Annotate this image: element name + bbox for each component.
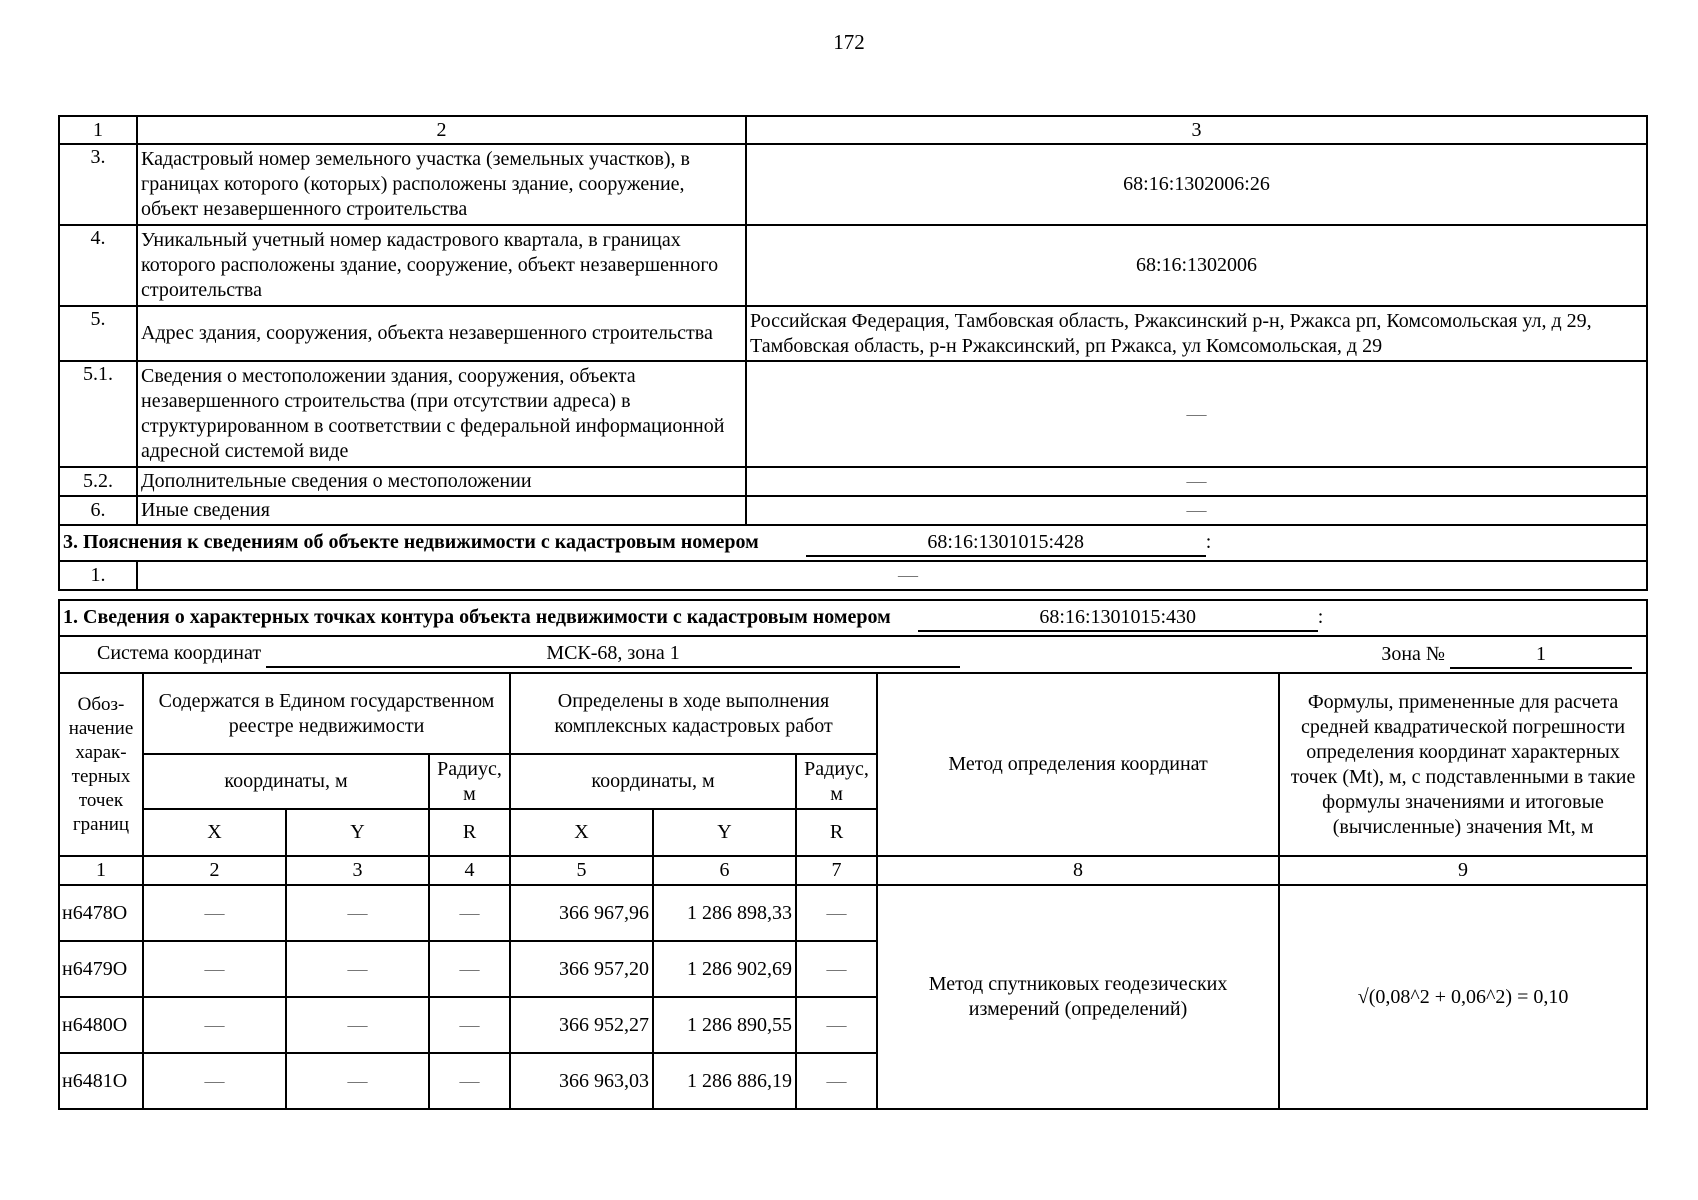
point-x: 366 957,20 [510, 941, 653, 997]
row-label: Сведения о местоположении здания, сооружения, объекта незавершенного строительства (при отсутствии адреса) в структурированном в соответствии с федеральной информационной адресной системой виде [137, 361, 746, 467]
colon: : [1205, 530, 1212, 553]
table-row [59, 496, 1647, 525]
explanations-title-row [59, 525, 1647, 561]
row-number: 5.2. [59, 467, 137, 496]
egrn-y: — [286, 1053, 429, 1109]
table-row [59, 144, 1647, 225]
column-number: 5 [510, 856, 653, 885]
egrn-coords-header: координаты, м [143, 754, 429, 809]
egrn-r: — [429, 1053, 510, 1109]
point-r: — [796, 885, 877, 941]
column-number: 7 [796, 856, 877, 885]
column-number: 9 [1279, 856, 1647, 885]
egrn-r-header: R [429, 809, 510, 856]
point-y: 1 286 890,55 [653, 997, 796, 1053]
row-number: 4. [59, 225, 137, 306]
colon: : [1317, 605, 1324, 628]
column-number: 4 [429, 856, 510, 885]
determined-header: Определены в ходе выполнения комплексных кадастровых работ [510, 673, 877, 754]
object-info-table [58, 115, 1648, 591]
row-value: — [746, 467, 1647, 496]
explanations-cadastral-number: 68:16:1301015:428 [806, 530, 1206, 557]
egrn-r: — [429, 941, 510, 997]
determined-r-header: R [796, 809, 877, 856]
points-title-cell [59, 600, 1647, 636]
row-label: Иные сведения [137, 496, 746, 525]
point-r: — [796, 941, 877, 997]
row-number: 3. [59, 144, 137, 225]
zone-value: 1 [1450, 642, 1632, 669]
point-id: н6481О [59, 1053, 143, 1109]
determined-radius-header: Радиус, м [796, 754, 877, 809]
row-label: Уникальный учетный номер кадастрового квартала, в границах которого расположены здание, сооружение, объект незавершенного строительства [137, 225, 746, 306]
method-value: Метод спутниковых геодезических измерений (определений) [877, 885, 1279, 1109]
egrn-x: — [143, 941, 286, 997]
points-title: 1. Сведения о характерных точках контура объекта недвижимости с кадастровым номером [63, 605, 891, 628]
egrn-y: — [286, 997, 429, 1053]
point-id: н6478О [59, 885, 143, 941]
egrn-y: — [286, 941, 429, 997]
egrn-y: — [286, 885, 429, 941]
column-number: 2 [143, 856, 286, 885]
designation-header: Обоз-начение харак-терных точек границ [59, 673, 143, 856]
explanations-title-cell [59, 525, 1647, 561]
point-y: 1 286 898,33 [653, 885, 796, 941]
formulas-header: Формулы, примененные для расчета средней квадратической погрешности определения координат характерных точек (Mt), м, с подставленными в такие формулы значениями и итоговые (вычисленные) значения Mt, м [1279, 673, 1647, 856]
column-number: 6 [653, 856, 796, 885]
row-value: 68:16:1302006 [746, 225, 1647, 306]
row-value: Российская Федерация, Тамбовская область, Ржаксинский р-н, Ржакса рп, Комсомольская ул, д 29, Тамбовская область, р-н Ржаксинский, рп Ржакса, ул Комсомольская, д 29 [746, 306, 1647, 361]
egrn-header: Содержатся в Едином государственном реестре недвижимости [143, 673, 510, 754]
determined-y-header: Y [653, 809, 796, 856]
egrn-x: — [143, 997, 286, 1053]
egrn-radius-header: Радиус, м [429, 754, 510, 809]
header-cell: 2 [137, 116, 746, 144]
point-x: 366 963,03 [510, 1053, 653, 1109]
header-row [59, 116, 1647, 144]
table-row [59, 225, 1647, 306]
point-x: 366 967,96 [510, 885, 653, 941]
table-row [59, 361, 1647, 467]
point-id: н6479О [59, 941, 143, 997]
row-number: 5.1. [59, 361, 137, 467]
coord-system-cell [59, 636, 1647, 673]
page-number: 172 [833, 30, 865, 54]
table-row [59, 885, 1647, 941]
coord-system-row [59, 636, 1647, 673]
row-label: Дополнительные сведения о местоположении [137, 467, 746, 496]
method-header: Метод определения координат [877, 673, 1279, 856]
determined-x-header: X [510, 809, 653, 856]
explanations-title: 3. Пояснения к сведениям об объекте недвижимости с кадастровым номером [63, 530, 759, 553]
formula-value: √(0,08^2 + 0,06^2) = 0,10 [1279, 885, 1647, 1109]
row-value: 68:16:1302006:26 [746, 144, 1647, 225]
points-cadastral-number: 68:16:1301015:430 [918, 605, 1318, 632]
point-x: 366 952,27 [510, 997, 653, 1053]
table-row [59, 306, 1647, 361]
coord-system-label: Система координат [97, 642, 262, 664]
column-number: 1 [59, 856, 143, 885]
row-number: 5. [59, 306, 137, 361]
row-value: — [746, 496, 1647, 525]
determined-coords-header: координаты, м [510, 754, 796, 809]
points-table [58, 672, 1648, 1110]
table-row [59, 467, 1647, 496]
row-label: Кадастровый номер земельного участка (земельных участков), в границах которого (которых) расположены здание, сооружение, объект незавершенного строительства [137, 144, 746, 225]
row-value: — [746, 361, 1647, 467]
points-title-row [59, 600, 1647, 636]
coord-system-value: МСК-68, зона 1 [266, 641, 960, 668]
egrn-x-header: X [143, 809, 286, 856]
point-y: 1 286 902,69 [653, 941, 796, 997]
column-number: 3 [286, 856, 429, 885]
row-number: 1. [59, 561, 137, 590]
egrn-x: — [143, 885, 286, 941]
zone-label: Зона № [1381, 643, 1445, 665]
column-numbers-row [59, 856, 1647, 885]
header-cell: 3 [746, 116, 1647, 144]
point-r: — [796, 997, 877, 1053]
egrn-r: — [429, 885, 510, 941]
row-label: Адрес здания, сооружения, объекта незавершенного строительства [137, 306, 746, 361]
row-value: — [137, 561, 1647, 590]
point-y: 1 286 886,19 [653, 1053, 796, 1109]
header-cell: 1 [59, 116, 137, 144]
row-number: 6. [59, 496, 137, 525]
points-header-table [58, 599, 1648, 674]
point-id: н6480О [59, 997, 143, 1053]
egrn-x: — [143, 1053, 286, 1109]
column-number: 8 [877, 856, 1279, 885]
table-row [59, 561, 1647, 590]
point-r: — [796, 1053, 877, 1109]
egrn-y-header: Y [286, 809, 429, 856]
egrn-r: — [429, 997, 510, 1053]
